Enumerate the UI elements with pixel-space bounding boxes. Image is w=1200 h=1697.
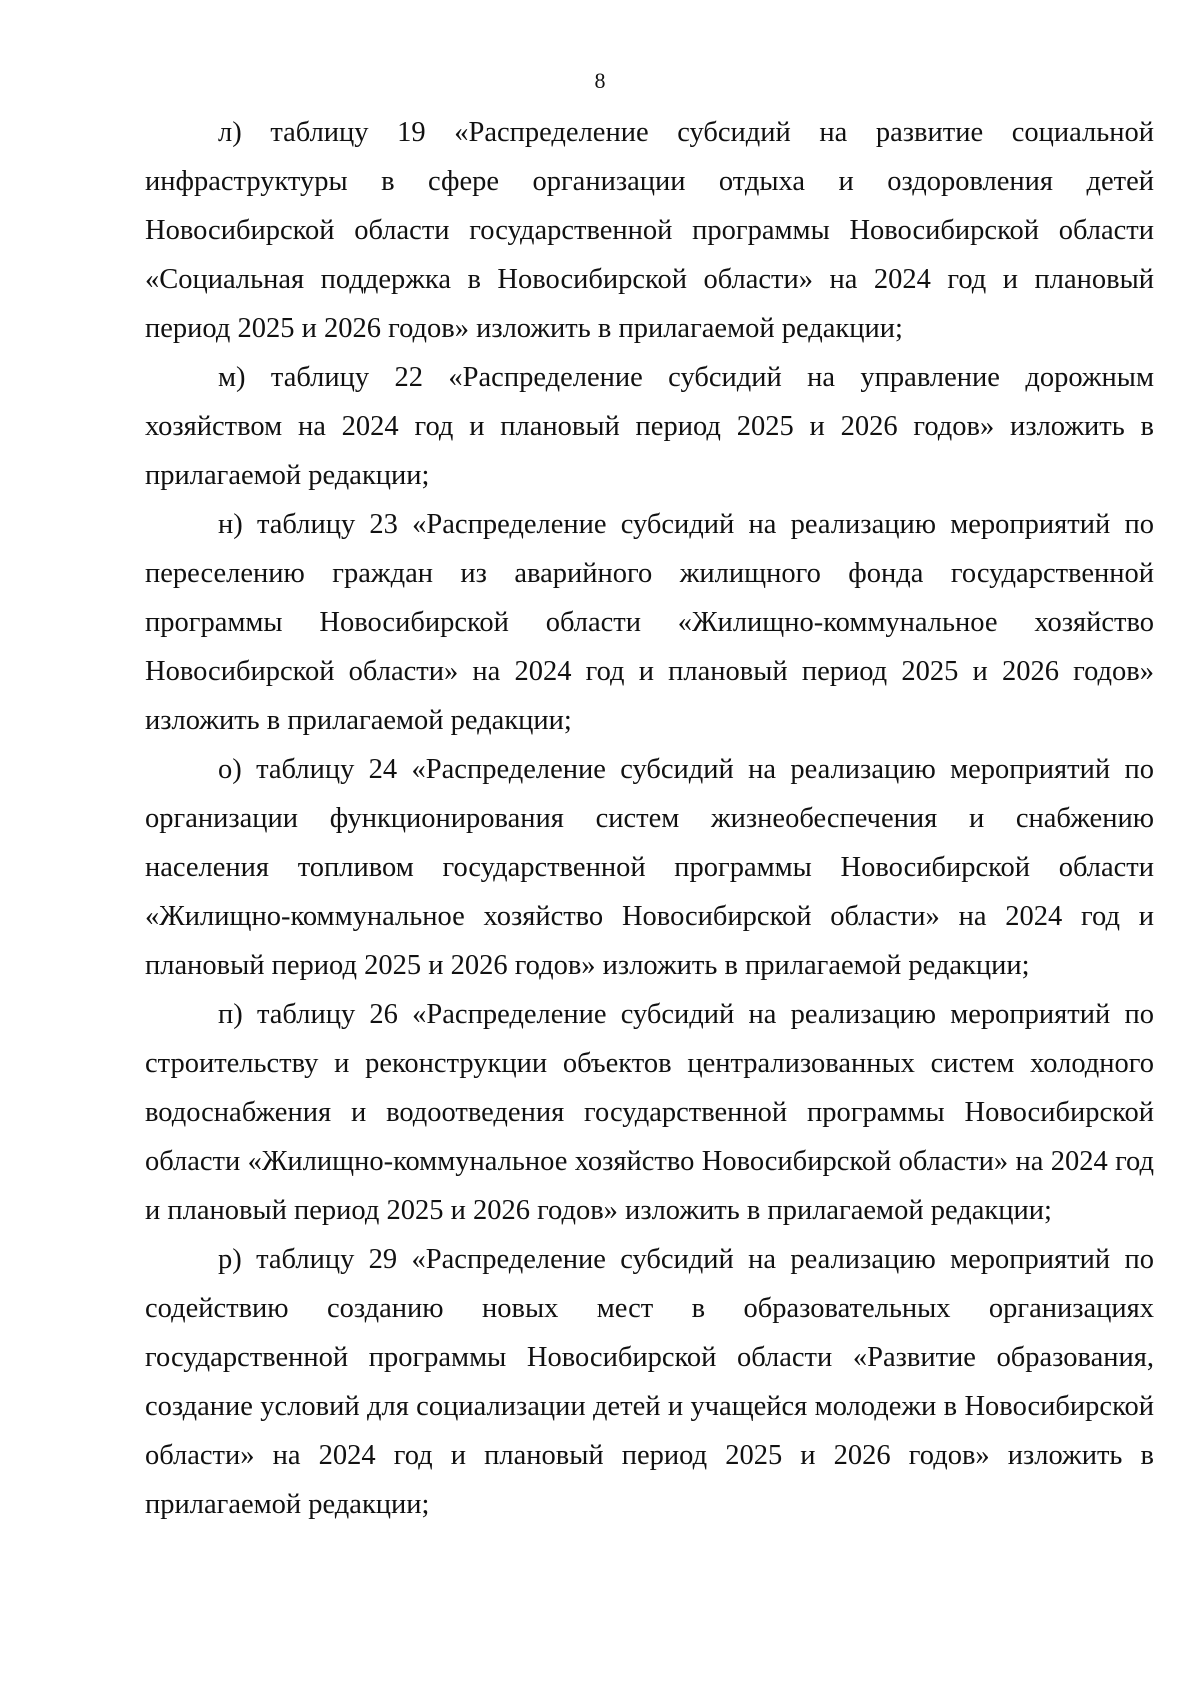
page-number: 8 [594, 68, 606, 93]
paragraph-o: о) таблицу 24 «Распределение субсидий на реализацию мероприятий по организации функционирования систем жизнеобеспечения и снабжению населения топливом государственной программы Новосибирской области «Жилищно-коммунальное хозяйство Новосибирской области» на 2024 год и плановый период 2025 и 2026 годов» изложить в прилагаемой редакции; [145, 754, 1154, 981]
paragraph-n: н) таблицу 23 «Распределение субсидий на реализацию мероприятий по переселению граждан из аварийного жилищного фонда государственной программы Новосибирской области «Жилищно-коммунальное хозяйство Новосибирской области» на 2024 год и плановый период 2025 и 2026 годов» изложить в прилагаемой редакции; [145, 509, 1154, 736]
document-body [145, 108, 1154, 1529]
paragraph-p: п) таблицу 26 «Распределение субсидий на реализацию мероприятий по строительству и реконструкции объектов централизованных систем холодного водоснабжения и водоотведения государственной программы Новосибирской области «Жилищно-коммунальное хозяйство Новосибирской области» на 2024 год и плановый период 2025 и 2026 годов» изложить в прилагаемой редакции; [145, 999, 1154, 1226]
paragraph-l: л) таблицу 19 «Распределение субсидий на развитие социальной инфраструктуры в сфере организации отдыха и оздоровления детей Новосибирской области государственной программы Новосибирской области «Социальная поддержка в Новосибирской области» на 2024 год и плановый период 2025 и 2026 годов» изложить в прилагаемой редакции; [145, 117, 1154, 344]
paragraph-m: м) таблицу 22 «Распределение субсидий на управление дорожным хозяйством на 2024 год и плановый период 2025 и 2026 годов» изложить в прилагаемой редакции; [145, 362, 1154, 491]
paragraph-r: р) таблицу 29 «Распределение субсидий на реализацию мероприятий по содействию созданию новых мест в образовательных организациях государственной программы Новосибирской области «Развитие образования, создание условий для социализации детей и учащейся молодежи в Новосибирской области» на 2024 год и плановый период 2025 и 2026 годов» изложить в прилагаемой редакции; [145, 1244, 1154, 1520]
